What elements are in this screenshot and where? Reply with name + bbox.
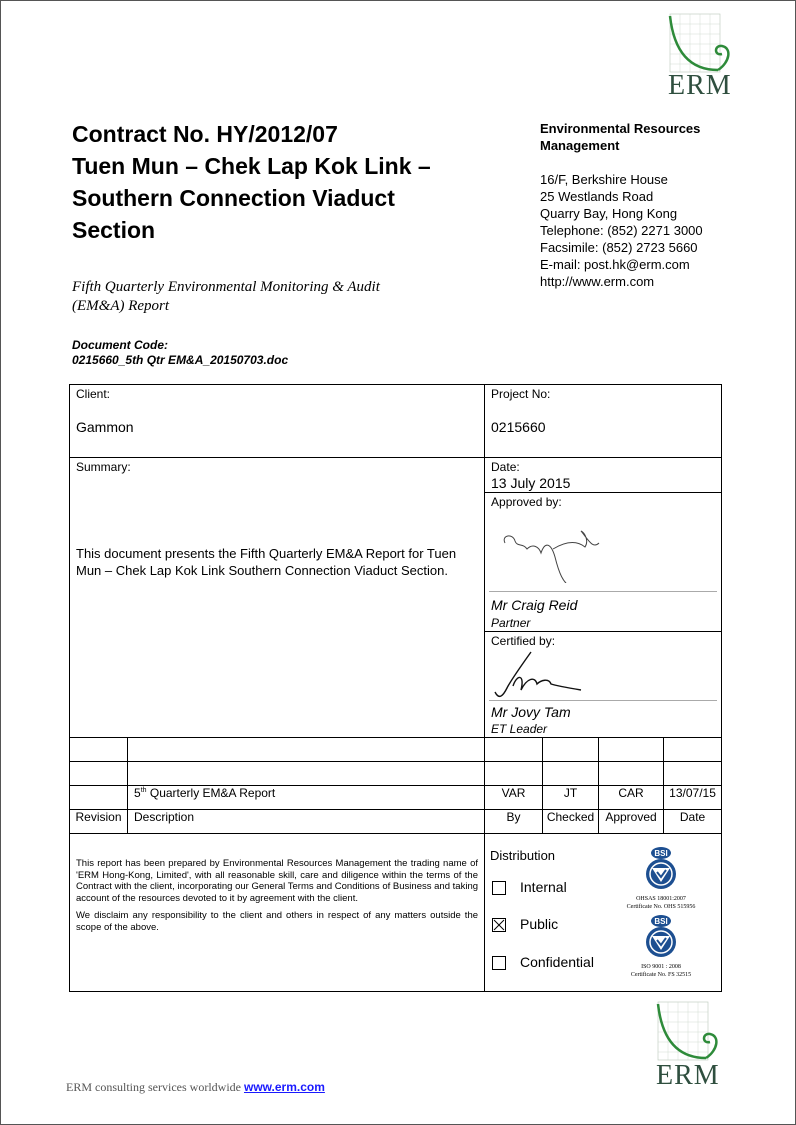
address-line: Quarry Bay, Hong Kong xyxy=(540,206,678,221)
cert-standard: OHSAS 18001:2007 xyxy=(636,896,686,902)
public-label: Public xyxy=(520,916,559,932)
company-address xyxy=(540,120,703,290)
company-name-line: Environmental Resources xyxy=(540,121,701,136)
description-cell xyxy=(128,738,485,762)
erm-logo-graphic xyxy=(660,12,734,74)
erm-logo-text: ERM xyxy=(656,1060,720,1091)
certified-label: Certified by: xyxy=(491,634,556,648)
revision-cell xyxy=(70,762,128,786)
address-line: 25 Westlands Road xyxy=(540,189,654,204)
client-value: Gammon xyxy=(76,419,134,435)
by-cell xyxy=(485,762,543,786)
certifier-role: ET Leader xyxy=(491,722,548,736)
internal-checkbox[interactable] xyxy=(492,881,506,895)
date-value: 13 July 2015 xyxy=(491,475,571,491)
certified-cell xyxy=(485,632,722,738)
cert-number: Certificate No. FS 32515 xyxy=(630,972,692,978)
revision-cell xyxy=(70,786,128,810)
footer xyxy=(66,1080,325,1095)
description-cell xyxy=(128,762,485,786)
revision-row-empty xyxy=(70,762,722,786)
description-number: 5 xyxy=(134,786,141,800)
client-label: Client: xyxy=(76,387,111,401)
document-code xyxy=(72,338,288,368)
facsimile: Facsimile: (852) 2723 5660 xyxy=(540,240,698,255)
erm-logo-top xyxy=(660,12,734,102)
document-code-value: 0215660_5th Qtr EM&A_20150703.doc xyxy=(72,353,289,367)
checked-cell xyxy=(543,762,599,786)
telephone: Telephone: (852) 2271 3000 xyxy=(540,223,703,238)
description-header: Description xyxy=(128,810,485,834)
approver-name: Mr Craig Reid xyxy=(491,597,578,613)
revision-date: 13/07/15 xyxy=(664,786,722,810)
bsi-badge-icon xyxy=(638,844,684,890)
summary-label: Summary: xyxy=(76,460,131,474)
distribution-internal[interactable] xyxy=(492,879,567,895)
title-line: Contract No. HY/2012/07 xyxy=(72,121,338,147)
summary-cell xyxy=(70,458,485,738)
internal-label: Internal xyxy=(520,879,567,895)
document-code-label: Document Code: xyxy=(72,338,168,352)
cert-standard: ISO 9001 : 2008 xyxy=(641,964,681,970)
revision-checked: JT xyxy=(543,786,599,810)
revision-description xyxy=(128,786,485,810)
certified-line xyxy=(489,700,717,701)
revision-row xyxy=(70,786,722,810)
approved-line xyxy=(489,591,717,592)
erm-logo-text: ERM xyxy=(668,70,732,101)
confidential-checkbox[interactable] xyxy=(492,956,506,970)
report-subtitle xyxy=(72,278,452,316)
bsi-cert-ohsas xyxy=(626,844,696,911)
approved-label: Approved by: xyxy=(491,495,562,509)
description-ordinal: th xyxy=(140,787,147,794)
bsi-badge-text: BSI xyxy=(654,917,668,926)
confidential-label: Confidential xyxy=(520,954,594,970)
revision-header-row xyxy=(70,810,722,834)
project-value: 0215660 xyxy=(491,419,546,435)
approved-by-cell xyxy=(599,762,664,786)
certifier-name: Mr Jovy Tam xyxy=(491,704,571,720)
revision-header: Revision xyxy=(70,810,128,834)
certifier-signature xyxy=(491,646,591,706)
approver-role: Partner xyxy=(491,616,531,630)
bsi-badge-text: BSI xyxy=(654,849,668,858)
approver-signature xyxy=(493,513,613,583)
disclaimer-paragraph: We disclaim any responsibility to the client and others in respect of any matters outside the scope of the above. xyxy=(76,910,479,933)
subtitle-line: Fifth Quarterly Environmental Monitoring & Audit xyxy=(72,279,380,295)
revision-approved: CAR xyxy=(599,786,664,810)
erm-logo-graphic xyxy=(648,1000,722,1062)
checked-header: Checked xyxy=(543,810,599,834)
project-cell xyxy=(485,385,722,458)
date-cell xyxy=(485,458,722,493)
revision-cell xyxy=(70,738,128,762)
email: E-mail: post.hk@erm.com xyxy=(540,257,690,272)
approved-by-cell xyxy=(599,738,664,762)
title-line: Section xyxy=(72,217,156,243)
disclaimer-paragraph: This report has been prepared by Environmental Resources Management the trading name of 'ERM Hong-Kong, Limited', with all reasonable skill, care and diligence within the terms of the Contract with the client, incorporating our General Terms and Conditions of Business and taking account of the resources devoted to it by agreement with the client. xyxy=(76,858,479,904)
title-line: Southern Connection Viaduct xyxy=(72,185,395,211)
cert-number: Certificate No. OHS 515956 xyxy=(626,904,696,910)
by-header: By xyxy=(485,810,543,834)
summary-text: This document presents the Fifth Quarterly EM&A Report for Tuen Mun – Chek Lap Kok Link Southern Connection Viaduct Section. xyxy=(76,546,457,578)
disclaimer-cell xyxy=(70,834,485,992)
document-control-table xyxy=(69,384,722,992)
checked-cell xyxy=(543,738,599,762)
revision-by: VAR xyxy=(485,786,543,810)
description-text: Quarterly EM&A Report xyxy=(146,786,276,800)
company-name-line: Management xyxy=(540,138,620,153)
revision-row-empty xyxy=(70,738,722,762)
bsi-badge-icon xyxy=(638,912,684,958)
approved-header: Approved xyxy=(599,810,664,834)
report-title xyxy=(72,118,502,246)
by-cell xyxy=(485,738,543,762)
footer-text: ERM consulting services worldwide xyxy=(66,1080,244,1094)
date-cell-empty xyxy=(664,738,722,762)
date-label: Date: xyxy=(491,460,520,474)
date-cell-empty xyxy=(664,762,722,786)
date-header: Date xyxy=(664,810,722,834)
website: http://www.erm.com xyxy=(540,274,655,289)
erm-logo-bottom xyxy=(648,1000,722,1092)
project-label: Project No: xyxy=(491,387,551,401)
address-line: 16/F, Berkshire House xyxy=(540,172,668,187)
title-line: Tuen Mun – Chek Lap Kok Link – xyxy=(72,153,431,179)
approved-cell xyxy=(485,493,722,632)
distribution-label: Distribution xyxy=(490,848,556,863)
subtitle-line: (EM&A) Report xyxy=(72,298,170,314)
distribution-public[interactable] xyxy=(492,916,558,932)
bsi-cert-iso xyxy=(626,912,696,979)
footer-link[interactable]: www.erm.com xyxy=(243,1080,325,1094)
check-x-icon xyxy=(493,919,505,931)
distribution-confidential[interactable] xyxy=(492,954,594,970)
client-cell xyxy=(70,385,485,458)
public-checkbox[interactable] xyxy=(492,918,506,932)
